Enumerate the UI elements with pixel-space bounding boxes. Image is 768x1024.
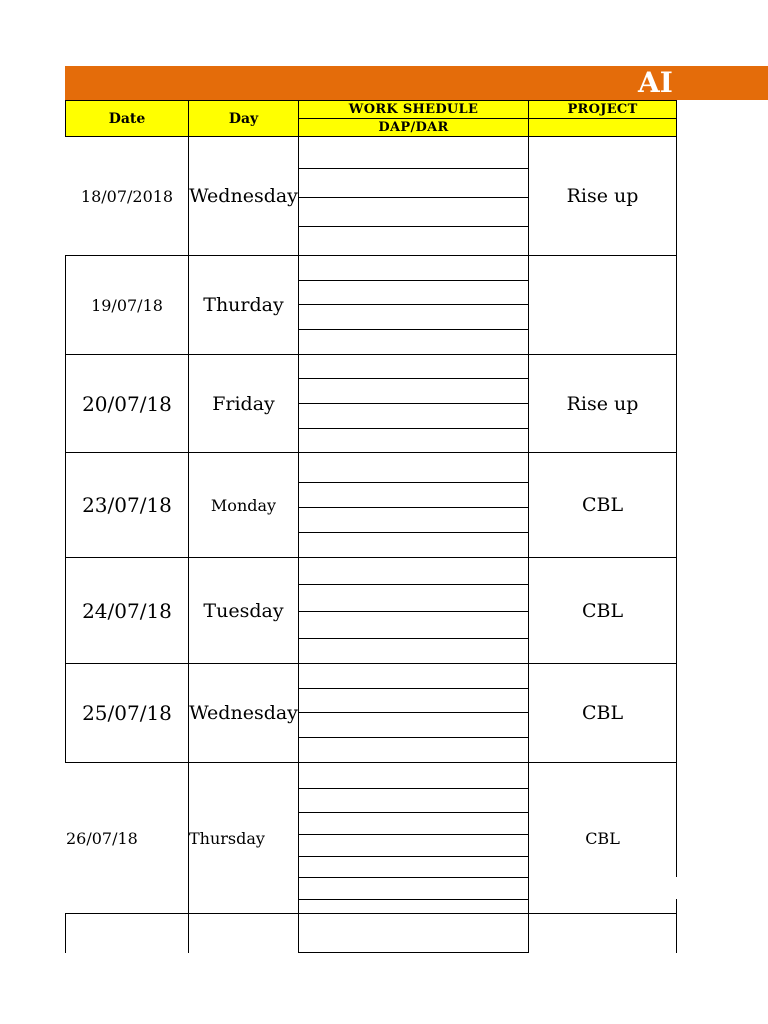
- date-cell[interactable]: 24/07/18: [82, 598, 172, 623]
- date-cell[interactable]: 26/07/18: [66, 828, 138, 848]
- header-project-sub[interactable]: [528, 118, 677, 137]
- day-cell[interactable]: Monday: [210, 495, 277, 515]
- project-cell[interactable]: Rise up: [566, 185, 639, 207]
- day-cell[interactable]: Thurday: [203, 294, 284, 316]
- date-cell[interactable]: 20/07/18: [82, 391, 172, 416]
- sheet-title: AI: [638, 66, 673, 99]
- day-cell[interactable]: Friday: [212, 392, 275, 415]
- header-dap-dar[interactable]: DAP/DAR: [298, 118, 529, 137]
- date-cell[interactable]: 25/07/18: [82, 701, 172, 725]
- header-project[interactable]: PROJECT: [528, 100, 677, 119]
- day-cell[interactable]: Thursday: [189, 828, 265, 848]
- project-cell[interactable]: [529, 256, 676, 354]
- project-cell[interactable]: CBL: [585, 828, 620, 848]
- date-cell[interactable]: 19/07/18: [91, 295, 163, 315]
- header-work-schedule[interactable]: WORK SHEDULE: [298, 100, 529, 119]
- day-cell[interactable]: [189, 914, 298, 953]
- day-cell[interactable]: Wednesday: [189, 185, 298, 207]
- project-cell[interactable]: CBL: [581, 494, 624, 516]
- header-date[interactable]: Date: [65, 100, 189, 137]
- day-cell[interactable]: Wednesday: [189, 702, 298, 724]
- project-cell[interactable]: CBL: [581, 599, 624, 622]
- date-cell[interactable]: 23/07/18: [82, 493, 172, 517]
- day-cell[interactable]: Tuesday: [203, 599, 284, 622]
- project-cell[interactable]: CBL: [581, 702, 624, 724]
- project-cell[interactable]: Rise up: [566, 392, 639, 415]
- date-cell[interactable]: [66, 914, 188, 953]
- title-banner: [65, 66, 768, 100]
- date-cell[interactable]: 18/07/2018: [80, 186, 174, 206]
- header-day[interactable]: Day: [188, 100, 299, 137]
- project-cell[interactable]: [529, 914, 676, 953]
